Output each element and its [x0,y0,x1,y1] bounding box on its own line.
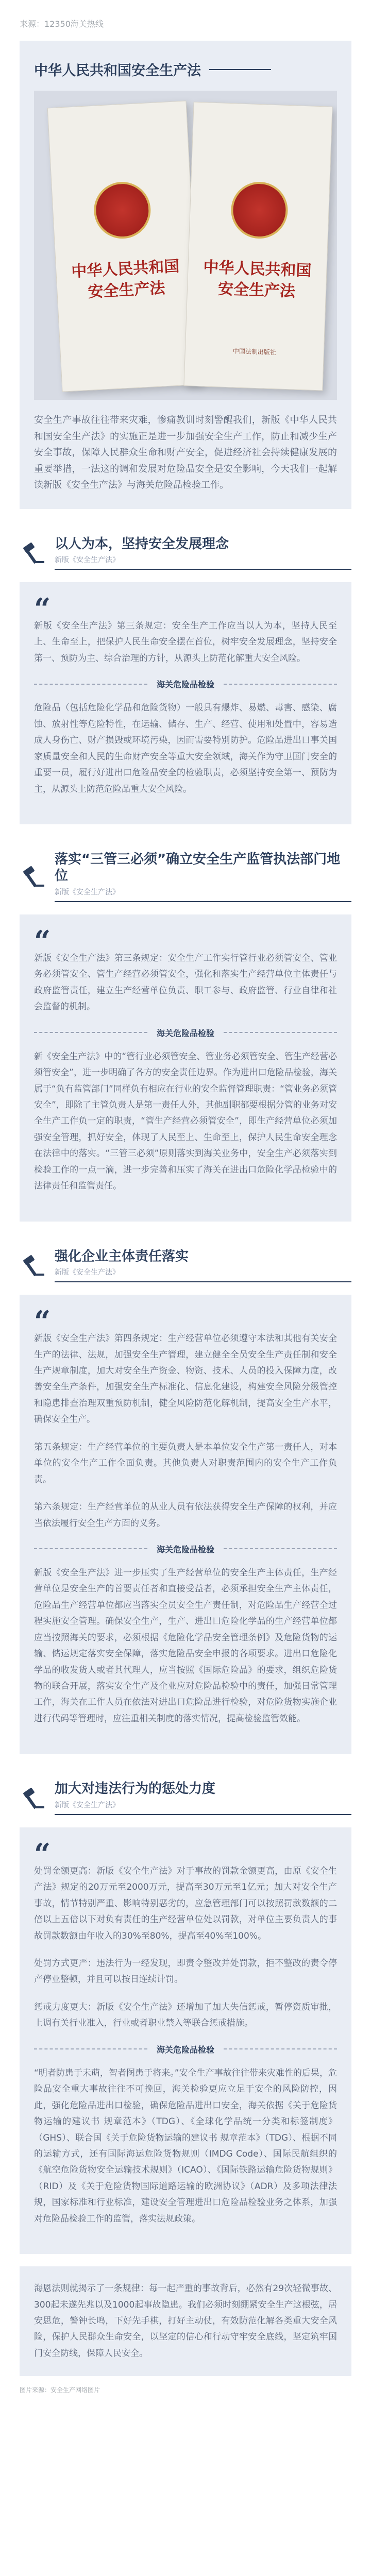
hero-title-line [209,69,271,70]
national-emblem-icon [230,181,289,240]
law-paragraph: 新版《安全生产法》第四条规定：生产经营单位必须遵守本法和其他有关安全生产的法律、法规，加强安全生产管理，建立健全全员安全生产责任制和安全生产规章制度，加大对安全生产资金、物资、技术、人员的投入保障力度，改善安全生产条件，加强安全生产标准化、信息化建设，构建安全风险分级管控和隐患排查治理双重预防机制，健全风险防范化解机制，提高安全生产水平，确保安全生产。 [34,1333,337,1425]
section-header [20,1248,351,1283]
section-header [20,536,351,570]
section-title: 加大对违法行为的惩处力度 [55,1781,216,1797]
section-divider [34,1543,337,1555]
law-paragraph: 新版《安全生产法》第三条规定：安全生产工作应当以人为本，坚持人民至上、生命至上，把保护人民生命安全摆在首位，树牢安全发展理念，坚持安全第一、预防为主、综合治理的方针，从源头上防范化解重大安全风险。 [34,621,337,664]
section-subtitle: 新版《安全生产法》 [55,1268,120,1277]
hero-title-text: 中华人民共和国安全生产法 [34,63,201,79]
law-paragraph: 处罚金额更高：新版《安全生产法》对于事故的罚款金额更高，由原《安全生产法》规定的20万元至2000万元，提高至30万元至1亿元；加大对安全生产事故，情节特别严重、影响特别恶劣的，应急管理部门可以按照罚款数额的二倍以上五倍以下对负有责任的生产经营单位处以罚款，对单位主要负责人的事故罚款数额由年收入的30%至80%，提高至40%至100%。 [34,1866,337,1941]
book-cover-title: 中华人民共和国安全生产法 [71,257,180,301]
divider-label: 海关危险品检验 [157,1544,215,1554]
hammer-icon [20,1785,46,1811]
section-title: 以人为本，坚持安全发展理念 [55,536,229,552]
article-source: 来源：12350海关热线 [20,19,104,29]
section-divider [34,2043,337,2055]
hammer-icon [20,1252,46,1279]
intro-paragraph: 安全生产事故往往带来灾难，惨痛教训时刻警醒我们，新版《中华人民共和国安全生产法》的实施正是进一步加强安全生产工作，防止和减少生产安全事故，保障人民群众生命和财产安全，促进经济社会持续健康发展的重要举措，一法这的调和发展对危险品安全是安全影响，今天我们一起解读新版《安全生产法》与海关危险品检验工作。 [34,415,337,490]
book-cover-right [183,101,332,391]
book-cover-title: 中华人民共和国安全生产法 [203,258,312,301]
check-paragraph: 新《安全生产法》中的“管行业必须管安全、管业务必须管安全、管生产经营必须管安全”，进一步明确了各方的安全责任边界。作为进出口危险品检验，海关属于“负有监管部门”同样负有相应在行业的安全监督管理职责：“管业务必须管安全”，即除了主管负责人是第一责任人外，其他副职都要根据分管的业务对安全生产工作负一定的职责，“管生产经营必须管安全”，即生产经营单位必须加强安全管理，抓好安全，体现了人民至上、生命至上，保护人民生命安全理念在法律中的落实。“三管三必须”原则落实到海关业务中，安全生产必须落实到检验工作的一点一滴，进一步完善和压实了海关在进出口危险化学品检验中的法律责任和监管责任。 [34,1051,337,1192]
section-subtitle: 新版《安全生产法》 [55,888,120,896]
divider-label: 海关危险品检验 [157,1028,215,1038]
section-body [20,914,351,1222]
section-divider [34,678,337,690]
quote-icon: “ [34,1304,51,1339]
law-paragraph: 第六条规定：生产经营单位的从业人员有依法获得安全生产保障的权利，并应当依法履行安全生产方面的义务。 [34,1502,337,1529]
image-credit: 图片来源：安全生产网络图片 [20,2386,100,2394]
quote-icon: “ [34,592,51,626]
divider-rule [34,2048,147,2049]
divider-label: 海关危险品检验 [157,680,215,690]
section-body [20,1827,351,2254]
hero-title [34,59,337,79]
divider-rule [224,1032,337,1033]
section-heading [55,1248,351,1283]
hero-panel [20,41,351,509]
section-subtitle: 新版《安全生产法》 [55,556,120,564]
divider-label: 海关危险品检验 [157,2044,215,2055]
law-paragraph: 处罚方式更严：违法行为一经发现，即责令整改并处罚款，拒不整改的责令停产停业整顿，并且可以按日连续计罚。 [34,1958,337,1985]
quote-icon: “ [34,1837,51,1871]
section-heading [55,536,351,570]
divider-rule [224,684,337,685]
section-divider [34,1027,337,1039]
section-title: 强化企业主体责任落实 [55,1248,189,1264]
check-paragraph: 危险品（包括危险化学品和危险货物）一般具有爆炸、易燃、毒害、感染、腐蚀、放射性等危险特性，在运输、储存、生产、经营、使用和处置中，容易造成人身伤亡、财产损毁或环境污染，因而需要特别防护。危险品进出口事关国家质量安全和人民的生命财产安全等重大安全领域，海关作为守卫国门安全的重要一员，履行好进出口危险品安全的检验职责，必须坚持安全第一、预防为主，从源头上防范危险品重大安全风险。 [34,703,337,794]
divider-rule [34,684,147,685]
section-header [20,851,351,902]
law-paragraph: 新版《安全生产法》第三条规定：安全生产工作实行管行业必须管安全、管业务必须管安全、管生产经营必须管安全，强化和落实生产经营单位主体责任与政府监管责任，建立生产经营单位负责、职工参与、政府监管、行业自律和社会监督的机制。 [34,953,337,1012]
national-emblem-icon [93,180,153,240]
law-paragraph: 第五条规定：生产经营单位的主要负责人是本单位安全生产第一责任人，对本单位的安全生产工作全面负责。其他负责人对职责范围内的安全生产工作负责。 [34,1442,337,1485]
book-cover-publisher: 中国法制出版社 [232,347,277,357]
section-header [20,1781,351,1815]
divider-rule [34,1548,147,1549]
law-paragraph: 惩戒力度更大：新版《安全生产法》还增加了加大失信惩戒，暂停资质审批，上调有关行业准入，行业或者职业禁入等联合惩戒措施。 [34,2002,337,2029]
hammer-icon [20,863,46,890]
hammer-icon [20,539,46,566]
divider-rule [224,2048,337,2049]
hero-image [34,91,337,400]
section-heading [55,1781,351,1815]
divider-rule [224,1548,337,1549]
divider-rule [34,1032,147,1033]
closing-paragraph: 海恩法则就揭示了一条规律：每一起严重的事故背后，必然有29次轻微事故、300起未遂先兆以及1000起事故隐患。我们必须时刻绷紧安全生产这根弦，居安思危，警钟长鸣，下好先手棋，打好主动仗，有效防范化解各类重大安全风险，保护人民群众生命安全，以坚定的信心和行动守牢安全底线，坚定筑牢国门安全防线，保障人民安全。 [20,2266,351,2376]
section-body [20,582,351,824]
section-title: 落实“三管三必须”确立安全生产监管执法部门地位 [55,851,341,884]
section-body [20,1295,351,1754]
check-paragraph: “明者防患于未萌，智者图患于将来。”安全生产事故往往带来灾难性的后果，危险品安全重大事故往往不可挽回，海关检验更应立足于安全的风险防控，因此，强化危险品进出口检验，确保危险品进出口安全，海关依据《关于危险货物运输的建议书 规章范本》（TDG）、《全球化学品统一分类和标签制度》（GHS）、联合国《关于危险货物运输的建议书 规章范本》（TDG）、根据不同的运输方式，还有国际海运危险货物规则（IMDG Code）、国际民航组织的《航空危险货物安全运输技术规则》（ICAO）、《国际铁路运输危险货物规则》（RID）及《关于危险货物国际道路运输的欧洲协议》（ADR）及多项法律法规，国家标准和行业标准，建设安全管理进出口危险品检验业务之体系，加强对危险品检验工作的监管，落实法规政策。 [34,2067,337,2224]
section-subtitle: 新版《安全生产法》 [55,1801,120,1809]
book-cover-left [47,100,201,392]
check-paragraph: 新版《安全生产法》进一步压实了生产经营单位的安全生产主体责任，生产经营单位是安全生产的首要责任者和直接受益者，必须承担安全生产主体责任，危险品生产经营单位都应当落实全员安全生产责任制，对危险品生产经营全过程实施安全管理。确保安全生产，生产、进出口危险化学品的生产经营单位都应当按照海关的要求，必须根据《危险化学品安全管理条例》及危险货物的运输、储运规定落实安全保障，落实危险品安全申报的各项要求。进出口危险化学品的收发货人或者其代理人，应当按照《国际危险品》的要求，组织危险货物的联合开展，落实安全生产及企业应对危险品检验中的责任，加强日常管理工作，海关在工作人员在依法对进出口危险品进行检验，对危险货物实施企业进行代码等管理时，应注重相关制度的落实情况，提高检验监管效能。 [34,1567,337,1724]
section-heading [55,851,351,902]
quote-icon: “ [34,924,51,958]
